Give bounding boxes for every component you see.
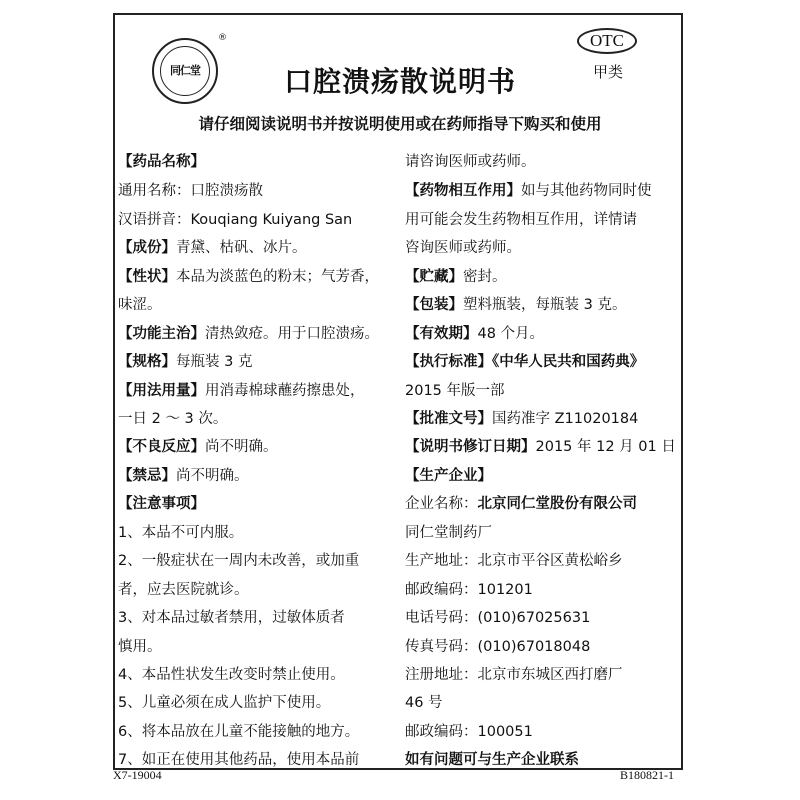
heading-text: 【成份】 (118, 240, 176, 256)
field-value: 尚不明确。 (205, 439, 278, 455)
heading-text: 【性状】 (118, 269, 176, 285)
contraindications-row (118, 466, 249, 486)
heading-text: 【包装】 (405, 297, 463, 313)
otc-category: 甲类 (593, 63, 624, 81)
adverse-reactions-row (118, 437, 278, 457)
field-value: 如与其他药物同时使 (521, 183, 652, 199)
pinyin-row (118, 210, 352, 230)
field-value: 2015 年 12 月 01 日 (535, 439, 676, 455)
heading-text: 【用法用量】 (118, 383, 205, 399)
field-label: 邮政编码： (405, 724, 478, 740)
field-label: 生产地址： (405, 553, 478, 569)
heading-text: 【说明书修订日期】 (405, 439, 536, 455)
field-value: 101201 (477, 582, 533, 598)
field-value: Kouqiang Kuiyang San (190, 212, 353, 228)
print-code-left: X7-19004 (113, 768, 162, 782)
heading-text: 【药物相互作用】 (405, 183, 521, 199)
field-value: 用消毒棉球蘸药擦患处， (205, 383, 365, 399)
company-row (405, 494, 637, 514)
heading-text: 【药品名称】 (118, 154, 205, 170)
properties-row (118, 267, 379, 287)
heading-text: 【注意事项】 (118, 496, 205, 512)
precaution-item: 4、本品性状发生改变时禁止使用。 (118, 667, 345, 683)
precaution-item-cont: 慎用。 (118, 639, 162, 655)
registered-mark: ® (218, 33, 227, 43)
interactions-cont: 咨询医师或药师。 (405, 240, 521, 256)
heading-text: 【执行标准】 (405, 354, 492, 370)
heading-text: 【有效期】 (405, 326, 478, 342)
approval-row (405, 409, 638, 429)
precaution-item: 1、本品不可内服。 (118, 525, 244, 541)
field-value: 每瓶装 3 克 (176, 354, 253, 370)
field-value: 北京同仁堂股份有限公司 (477, 495, 637, 512)
field-value: 尚不明确。 (176, 468, 249, 484)
contact-note: 如有问题可与生产企业联系 (405, 752, 579, 768)
field-value: 国药准字 Z11020184 (492, 411, 639, 427)
heading-text: 【贮藏】 (405, 269, 463, 285)
print-code-right: B180821-1 (620, 768, 674, 782)
company-cont: 同仁堂制药厂 (405, 525, 492, 541)
field-label: 邮政编码： (405, 582, 478, 598)
heading-text: 【禁忌】 (118, 468, 176, 484)
precaution-item: 5、儿童必须在成人监护下使用。 (118, 695, 331, 711)
zip-row-2 (405, 722, 533, 742)
interactions-row (405, 181, 652, 201)
field-label: 传真号码： (405, 639, 478, 655)
field-value: 密封。 (463, 269, 507, 285)
revision-date-row (405, 437, 676, 457)
ingredients-row (118, 238, 307, 258)
field-value: 青黛、枯矾、冰片。 (176, 240, 307, 256)
drug-name-heading (118, 152, 205, 172)
precaution-item: 7、如正在使用其他药品，使用本品前 (118, 752, 360, 768)
logo-text: 同仁堂 (170, 64, 200, 77)
field-label: 电话号码： (405, 610, 478, 626)
field-label: 通用名称： (118, 183, 191, 199)
precaution-item: 3、对本品过敏者禁用，过敏体质者 (118, 610, 345, 626)
fax-row (405, 637, 590, 657)
zip-row (405, 580, 533, 600)
standard-row (405, 352, 644, 372)
heading-text: 【不良反应】 (118, 439, 205, 455)
otc-badge: OTC (577, 28, 637, 54)
phone-row (405, 608, 590, 628)
dosage-cont: 一日 2 ～ 3 次。 (118, 411, 228, 427)
specification-row (118, 352, 252, 372)
field-value: 清热敛疮。用于口腔溃疡。 (205, 326, 379, 342)
packaging-row (405, 295, 626, 315)
field-value: 48 个月。 (477, 326, 545, 342)
heading-text: 【功能主治】 (118, 326, 205, 342)
field-label: 汉语拼音： (118, 212, 191, 228)
field-value: 塑料瓶装，每瓶装 3 克。 (463, 297, 627, 313)
precaution-item: 6、将本品放在儿童不能接触的地方。 (118, 724, 360, 740)
precaution-item-cont: 者，应去医院就诊。 (118, 582, 249, 598)
address-row (405, 551, 623, 571)
heading-text: 【批准文号】 (405, 411, 492, 427)
field-label: 注册地址： (405, 667, 478, 683)
validity-row (405, 324, 544, 344)
field-value: (010)67025631 (477, 610, 591, 626)
manufacturer-heading (405, 466, 492, 486)
field-value: 《中华人民共和国药典》 (492, 354, 645, 370)
field-label: 企业名称： (405, 496, 478, 512)
continued-text: 请咨询医师或药师。 (405, 154, 536, 170)
properties-cont: 味涩。 (118, 297, 162, 313)
field-value: 北京市平谷区黄松峪乡 (477, 553, 623, 569)
indications-row (118, 324, 379, 344)
interactions-cont: 用可能会发生药物相互作用，详情请 (405, 212, 637, 228)
document-title: 口腔溃疡散说明书 (283, 65, 516, 98)
document-subtitle: 请仔细阅读说明书并按说明使用或在药师指导下购买和使用 (198, 115, 602, 133)
field-value: 口腔溃疡散 (190, 183, 263, 199)
precautions-heading (118, 494, 205, 514)
storage-row (405, 267, 507, 287)
heading-text: 【生产企业】 (405, 468, 492, 484)
generic-name-row (118, 181, 263, 201)
field-value: 北京市东城区西打磨厂 (477, 667, 623, 683)
field-value: 100051 (477, 724, 533, 740)
precaution-item: 2、一般症状在一周内未改善，或加重 (118, 553, 360, 569)
field-value: 本品为淡蓝色的粉末；气芳香， (176, 269, 379, 285)
registered-address-row (405, 665, 623, 685)
tongrentang-logo (152, 38, 218, 104)
field-value: (010)67018048 (477, 639, 591, 655)
standard-cont: 2015 年版一部 (405, 383, 505, 399)
registered-address-cont: 46 号 (405, 695, 443, 711)
heading-text: 【规格】 (118, 354, 176, 370)
dosage-row (118, 381, 365, 401)
